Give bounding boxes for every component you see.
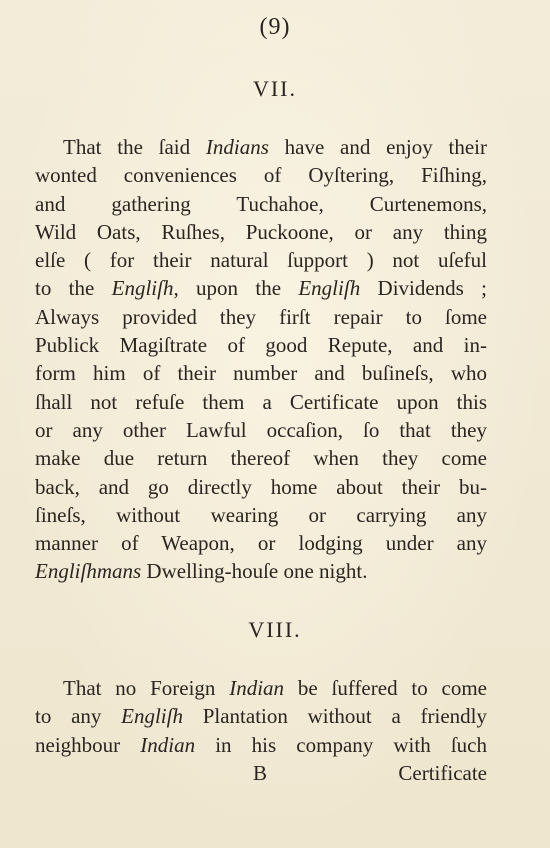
text-run: Dwelling-houſe one night.: [141, 559, 368, 584]
text-run: ſhall not refuſe them a Certificate upon this: [35, 389, 487, 414]
italic-run: Engliſh,: [111, 276, 179, 301]
text-line: [35, 246, 487, 274]
text-line: [35, 731, 487, 759]
signature-mark: B: [253, 761, 268, 785]
section-heading-vii: VII.: [252, 76, 298, 101]
text-run: Publick Magiſtrate of good Repute, and in-: [35, 333, 487, 358]
text-line: [35, 473, 487, 501]
italic-run: Indians: [205, 135, 269, 159]
text-run: make due return thereof when they come: [35, 446, 487, 471]
italic-run: Indian: [140, 732, 196, 757]
text-run: neighbour: [35, 732, 141, 757]
text-run: to any: [35, 704, 122, 729]
text-line: [35, 218, 487, 246]
text-run: wonted conveniences of Oyſtering, Fiſhing,: [35, 163, 487, 188]
text-run: form him of their number and buſineſs, who: [35, 361, 487, 386]
italic-run: Indian: [229, 676, 285, 700]
text-line: [35, 444, 487, 472]
text-run: Wild Oats, Ruſhes, Puckoone, or any thing: [35, 219, 487, 244]
text-run: elſe ( for their natural ſupport ) not uſeful: [35, 248, 487, 273]
text-run: have and enjoy their: [268, 135, 487, 159]
text-run: be ſuffered to come: [284, 676, 487, 700]
text-run: upon the: [178, 276, 299, 301]
text-line: [35, 359, 487, 387]
text-run: or any other Lawful occaſion, ſo that they: [35, 417, 487, 442]
page-number: (9): [259, 14, 291, 40]
text-line: [35, 529, 487, 557]
italic-run: Engliſh: [121, 704, 183, 729]
text-line: [35, 190, 487, 218]
text-line: [35, 331, 487, 359]
text-run: That the ſaid: [63, 135, 206, 159]
text-run: Always provided they firſt repair to ſome: [35, 304, 487, 329]
text-line: [35, 674, 487, 702]
text-run: in his company with ſuch: [195, 732, 487, 757]
italic-run: Engliſh: [298, 276, 361, 301]
text-line: [35, 303, 487, 331]
section-heading-viii: VIII.: [248, 617, 302, 642]
paragraph-viii: [35, 674, 487, 759]
text-line: [35, 274, 487, 302]
text-run: manner of Weapon, or lodging under any: [35, 531, 487, 556]
text-run: and gathering Tuchahoe, Curtenemons,: [35, 191, 487, 216]
text-run: Dividends ;: [360, 276, 488, 301]
text-line: [35, 416, 487, 444]
text-run: That no Foreign: [63, 676, 230, 700]
text-run: back, and go directly home about their bu-: [35, 474, 487, 499]
text-run: to the: [35, 276, 112, 301]
text-run: ſineſs, without wearing or carrying any: [35, 502, 487, 527]
text-line: [35, 702, 487, 730]
text-line: [35, 501, 487, 529]
paragraph-vii: [35, 133, 487, 586]
text-run: Plantation without a friendly: [182, 704, 488, 729]
text-line: [35, 388, 487, 416]
catchword: Certificate: [398, 761, 487, 785]
text-line: [35, 161, 487, 189]
text-line: [35, 557, 487, 585]
italic-run: Engliſhmans: [35, 559, 142, 584]
text-line: [35, 133, 487, 161]
